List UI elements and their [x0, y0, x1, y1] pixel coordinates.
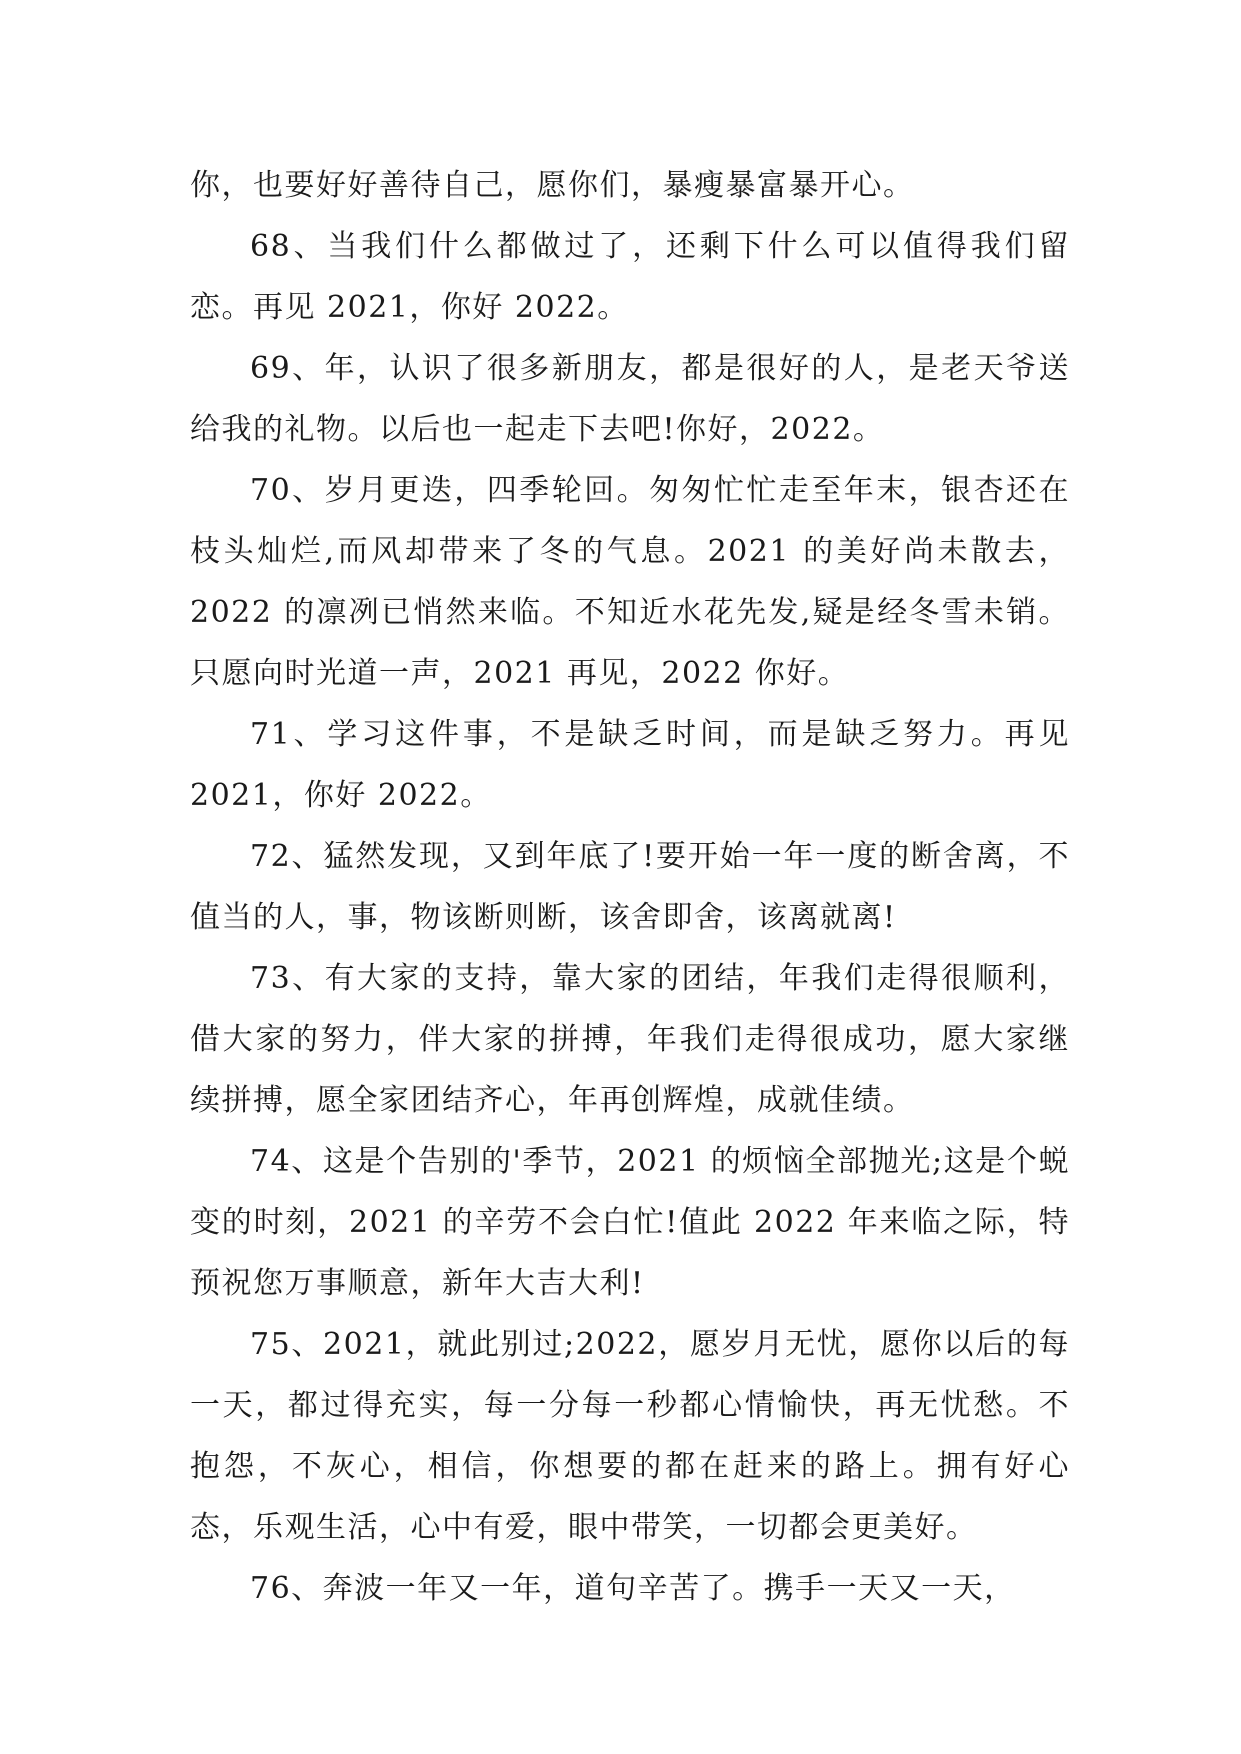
document-body — [190, 155, 1070, 1619]
paragraph-item-71: 71、学习这件事，不是缺乏时间，而是缺乏努力。再见 2021，你好 2022。 — [190, 717, 1070, 813]
paragraph-item-74: 74、这是个告别的'季节，2021 的烦恼全部抛光;这是个蜕变的时刻，2021 的辛劳不会白忙!值此 2022 年来临之际，特预祝您万事顺意，新年大吉大利! — [190, 1144, 1070, 1301]
paragraph-item-68: 68、当我们什么都做过了，还剩下什么可以值得我们留恋。再见 2021，你好 2022。 — [190, 229, 1070, 325]
paragraph-continuation: 你，也要好好善待自己，愿你们，暴瘦暴富暴开心。 — [190, 168, 915, 203]
paragraph-item-75: 75、2021，就此别过;2022，愿岁月无忧，愿你以后的每一天，都过得充实，每一分每一秒都心情愉快，再无忧愁。不抱怨，不灰心，相信，你想要的都在赶来的路上。拥有好心态，乐观生活，心中有爱，眼中带笑，一切都会更美好。 — [190, 1327, 1070, 1545]
paragraph-item-69: 69、年，认识了很多新朋友，都是很好的人，是老天爷送给我的礼物。以后也一起走下去吧!你好，2022。 — [190, 351, 1070, 447]
paragraph-item-76: 76、奔波一年又一年，道句辛苦了。携手一天又一天， — [250, 1571, 1016, 1606]
paragraph-item-70: 70、岁月更迭，四季轮回。匆匆忙忙走至年末，银杏还在枝头灿烂,而风却带来了冬的气息。2021 的美好尚未散去，2022 的凛冽已悄然来临。不知近水花先发,疑是经冬雪未销。只愿向时光道一声，2021 再见，2022 你好。 — [190, 473, 1070, 691]
paragraph-item-73: 73、有大家的支持，靠大家的团结，年我们走得很顺利，借大家的努力，伴大家的拼搏，年我们走得很成功，愿大家继续拼搏，愿全家团结齐心，年再创辉煌，成就佳绩。 — [190, 961, 1070, 1118]
paragraph-item-72: 72、猛然发现，又到年底了!要开始一年一度的断舍离，不值当的人，事，物该断则断，该舍即舍，该离就离! — [190, 839, 1070, 935]
